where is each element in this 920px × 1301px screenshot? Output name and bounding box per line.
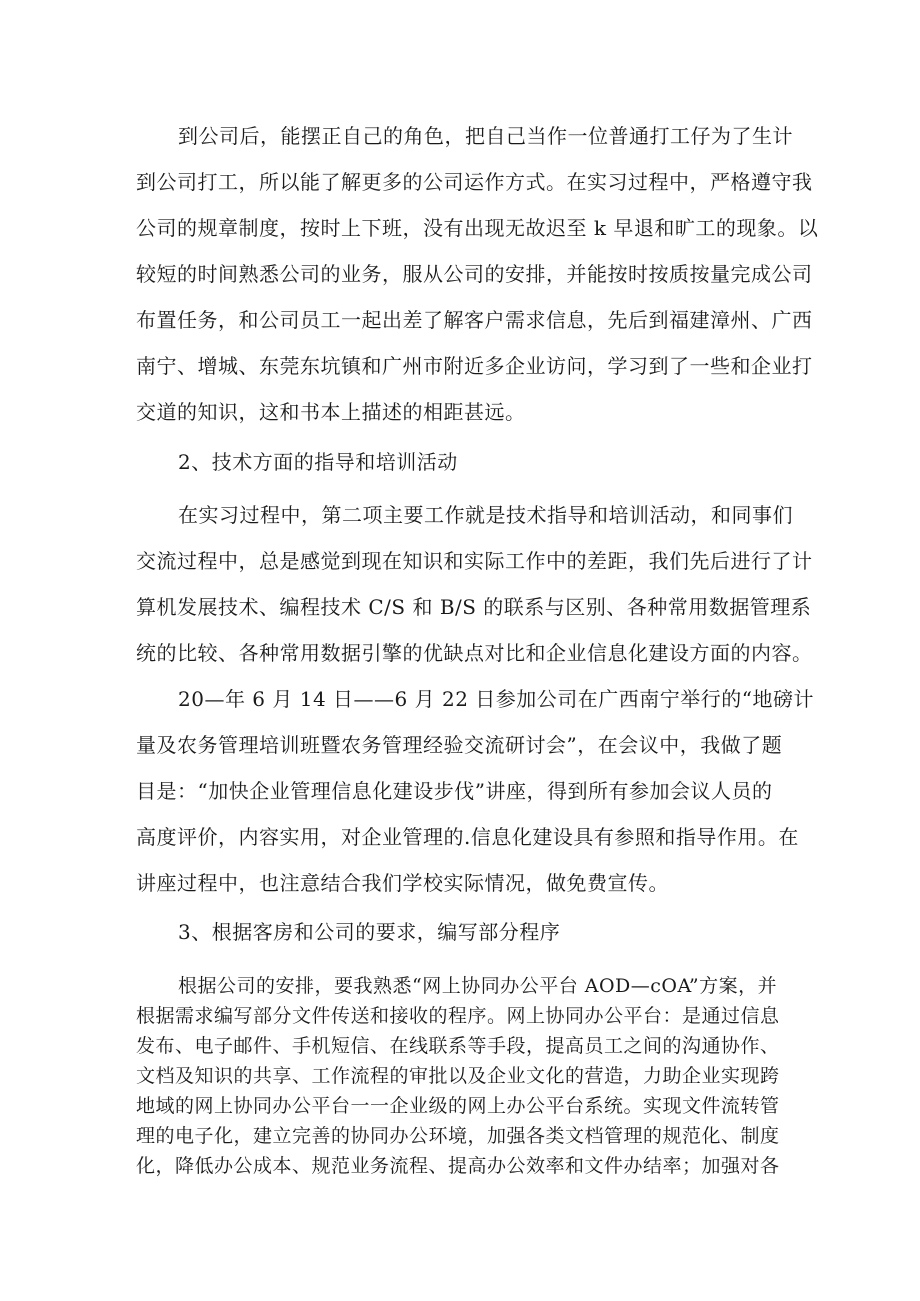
paragraph-line: 算机发展技术、编程技术 C/S 和 B/S 的联系与区别、各种常用数据管理系 [136,595,812,619]
paragraph-line: 量及农务管理培训班暨农务管理经验交流研讨会”，在会议中，我做了题 [136,733,783,757]
paragraph-line: 讲座过程中，也注意结合我们学校实际情况，做免费宣传。 [136,871,669,895]
paragraph-line: 化，降低办公成本、规范业务流程、提高办公效率和文件办结率；加强对各 [136,1155,780,1177]
section-heading-2: 2、技术方面的指导和培训活动 [178,450,458,474]
paragraph-line: 发布、电子邮件、手机短信、在线联系等手段，提高员工之间的沟通协作、 [136,1035,780,1057]
paragraph-line: 到公司后，能摆正自己的角色，把自己当作一位普通打工仔为了生计 [178,124,793,148]
section-heading-3: 3、根据客房和公司的要求，编写部分程序 [178,920,561,944]
paragraph-line: 较短的时间熟悉公司的业务，服从公司的安排，并能按时按质按量完成公司 [136,262,813,286]
paragraph-line: 交道的知识，这和书本上描述的相距甚远。 [136,400,526,424]
paragraph-line: 20—年 6 月 14 日——6 月 22 日参加公司在广西南宁举行的“地磅计 [178,687,815,711]
paragraph-line: 统的比较、各种常用数据引擎的优缺点对比和企业信息化建设方面的内容。 [136,641,813,665]
paragraph-line: 文档及知识的共享、工作流程的审批以及企业文化的营造，力助企业实现跨 [136,1065,780,1087]
paragraph-line: 地域的网上协同办公平台一一企业级的网上办公平台系统。实现文件流转管 [136,1095,780,1117]
paragraph-line: 理的电子化，建立完善的协同办公环境，加强各类文档管理的规范化、制度 [136,1125,780,1147]
paragraph-line: 在实习过程中，第二项主要工作就是技术指导和培训活动，和同事们 [178,503,793,527]
paragraph-line: 公司的规章制度，按时上下班，没有出现无故迟至 k 早退和旷工的现象。以 [136,216,819,240]
paragraph-line: 高度评价，内容实用，对企业管理的.信息化建设具有参照和指导作用。在 [136,825,799,849]
paragraph-line: 到公司打工，所以能了解更多的公司运作方式。在实习过程中，严格遵守我 [136,170,813,194]
paragraph-line: 目是：“加快企业管理信息化建设步伐”讲座，得到所有参加会议人员的 [136,779,773,803]
paragraph-line: 南宁、增城、东莞东坑镇和广州市附近多企业访问，学习到了一些和企业打 [136,354,813,378]
paragraph-line: 布置任务，和公司员工一起出差了解客户需求信息，先后到福建漳州、广西 [136,308,813,332]
paragraph-line: 根据需求编写部分文件传送和接收的程序。网上协同办公平台：是通过信息 [136,1005,780,1027]
paragraph-line: 根据公司的安排，要我熟悉“网上协同办公平台 AOD—cOA”方案，并 [178,975,778,997]
paragraph-line: 交流过程中，总是感觉到现在知识和实际工作中的差距，我们先后进行了计 [136,549,813,573]
